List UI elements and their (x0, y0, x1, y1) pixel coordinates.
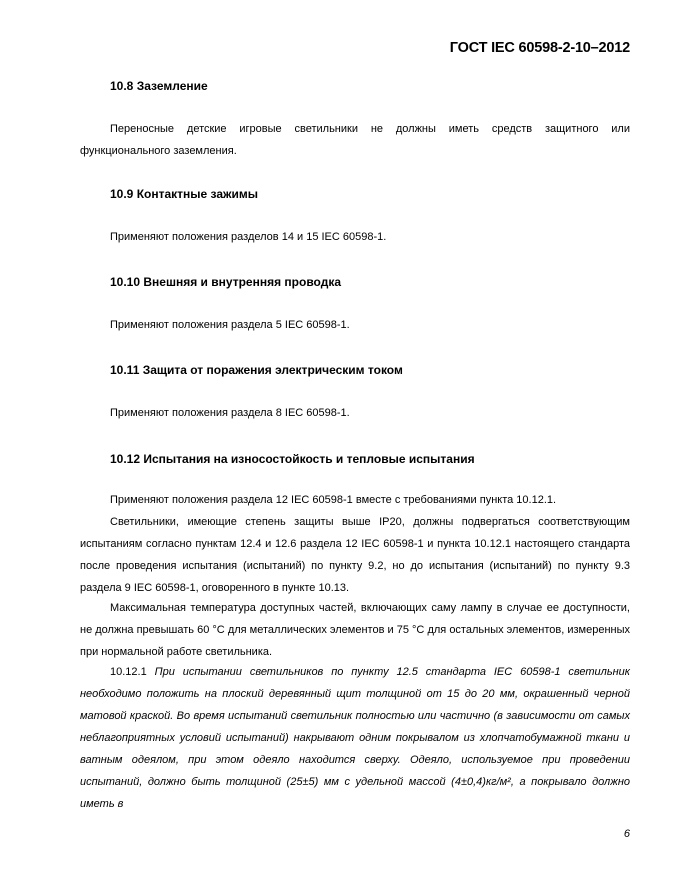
paragraph-10-8: Переносные детские игровые светильники не должны иметь средств защитного или функционального заземления. (80, 123, 630, 157)
paragraph-10-11: Применяют положения раздела 8 IEC 60598-1. (110, 407, 350, 419)
section-heading-10-8: 10.8 Заземление (110, 79, 208, 93)
paragraph-10-10: Применяют положения раздела 5 IEC 60598-1. (110, 319, 350, 331)
document-code-header: ГОСТ IEC 60598-2-10–2012 (449, 40, 630, 56)
paragraph-10-12-ip20: Светильники, имеющие степень защиты выше IP20, должны подвергаться соответствующим испытаниям согласно пунктам 12.4 и 12.6 раздела 12 IEC 60598-1 и пункта 10.12.1 настоящего стандарта после проведения испытания (испытаний) по пункту 9.2, но до испытания (испытаний) по пункту 9.3 раздела 9 IEC 60598-1, оговоренного в пункте 10.13. (80, 516, 630, 594)
clause-number-10-12-1: 10.12.1 (110, 666, 147, 678)
section-heading-10-12: 10.12 Испытания на износостойкость и тепловые испытания (110, 452, 475, 466)
page-number: 6 (623, 828, 630, 840)
paragraph-10-9: Применяют положения разделов 14 и 15 IEC 60598-1. (110, 231, 387, 243)
section-heading-10-11: 10.11 Защита от поражения электрическим током (110, 363, 403, 377)
paragraph-10-12-1 (80, 661, 630, 815)
paragraph-10-12-temperature: Максимальная температура доступных частей, включающих саму лампу в случае ее доступности, не должна превышать 60 °С для металлических элементов и 75 °С для остальных элементов, измеренных при нормальной работе светильника. (80, 602, 630, 658)
section-heading-10-10: 10.10 Внешняя и внутренняя проводка (110, 275, 342, 289)
paragraph-10-12-intro: Применяют положения раздела 12 IEC 60598-1 вместе с требованиями пункта 10.12.1. (110, 494, 557, 506)
clause-text-10-12-1: При испытании светильников по пункту 12.5 стандарта IEC 60598-1 светильник необходимо положить на плоский деревянный щит толщиной от 15 до 20 мм, окрашенный черной матовой краской. Во время испытаний светильник полностью или частично (в зависимости от самых неблагоприятных условий испытаний) накрывают одним покрывалом из хлопчатобумажной ткани и ватным одеялом, при этом одеяло находится сверху. Одеяло, используемое при проведении испытаний, должно быть толщиной (25±5) мм с удельной массой (4±0,4)кг/м², а покрывало должно иметь в (80, 666, 630, 810)
section-heading-10-9: 10.9 Контактные зажимы (110, 187, 259, 201)
